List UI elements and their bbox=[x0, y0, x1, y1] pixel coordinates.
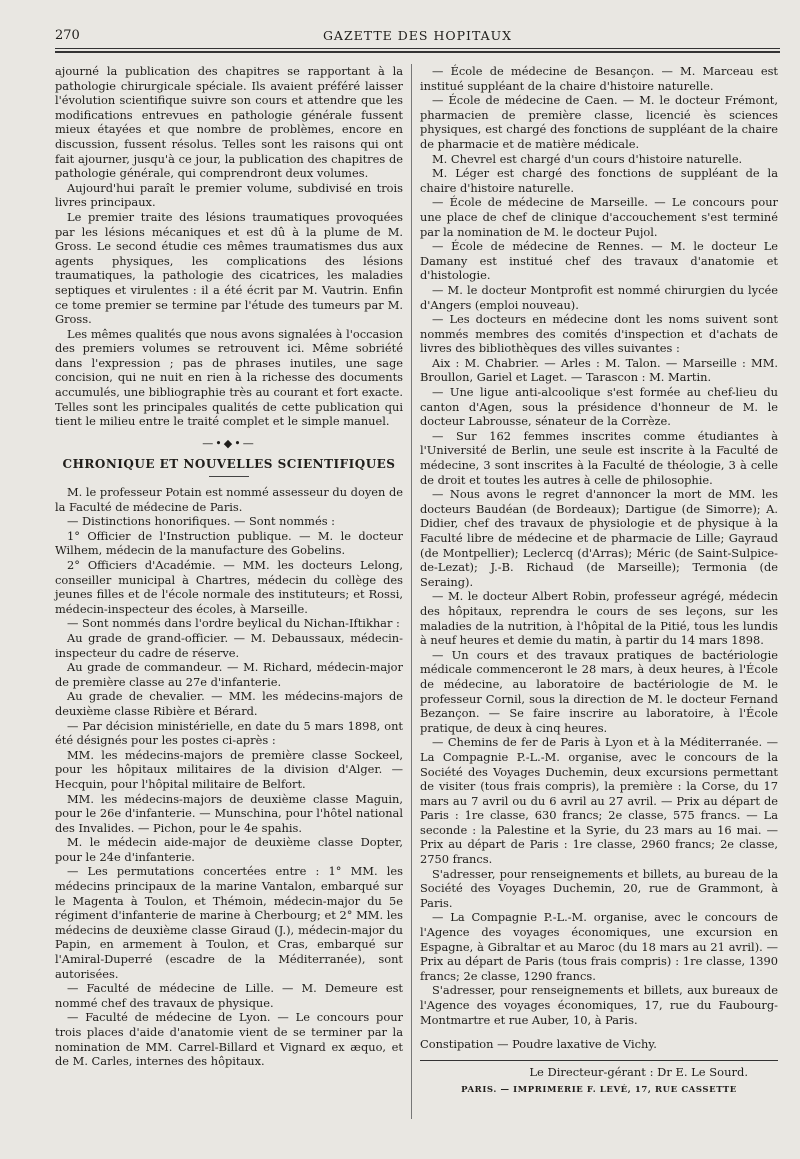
paragraph: — Une ligue anti-alcoolique s'est formée au chef-lieu du canton d'Agen, sous la présidence d'honneur de M. le docteur Labrousse, sénateur de la Corrèze. bbox=[420, 385, 778, 429]
paragraph: ajourné la publication des chapitres se rapportant à la pathologie chirurgicale spéciale. Ils avaient préféré laisser l'évolution scientifique suivre son cours et attendre que les modifications entrevues en pathologie générale fussent mieux étayées et que nombre de problèmes, encore en discussion, fussent résolus. Telles sont les raisons qui ont fait ajourner, jusqu'à ce jour, la publication des chapitres de pathologie générale, qui comprendront deux volumes. bbox=[55, 64, 403, 181]
paragraph: — Un cours et des travaux pratiques de bactériologie médicale commenceront le 28 mars, à deux heures, à l'École de médecine, au laboratoire de bactériologie de M. le professeur Cornil, sous la direction de M. le docteur Fernand Bezançon. — Se faire inscrire au laboratoire, à l'École pratique, de deux à cinq heures. bbox=[420, 647, 778, 735]
paragraph: — Chemins de fer de Paris à Lyon et à la Méditerranée. — La Compagnie P.-L.-M. organise, avec le concours de la Société des Voyages Duchemin, deux excursions permettant de visiter (tous frais compris), la première : la Corse, du 17 mars au 7 avril ou du 6 avril au 27 avril. — Prix au départ de Paris : 1re classe, 630 francs; 2e classe, 575 francs. — La seconde : la Palestine et la Syrie, du 23 mars au 16 mai. — Prix au départ de Paris : 1re classe, 2960 francs; 2e classe, 2750 francs. bbox=[420, 735, 778, 867]
paragraph: Le premier traite des lésions traumatiques provoquées par les lésions mécaniques et est dû à la plume de M. Gross. Le second étudie ces mêmes traumatismes dus aux agents physiques, les complications des lésions traumatiques, la pathologie des cicatrices, les maladies septiques et virulentes : il a été écrit par M. Vautrin. Enfin ce tome premier se termine par l'étude des tumeurs par M. Gross. bbox=[55, 209, 403, 327]
paragraph: M. le professeur Potain est nommé assesseur du doyen de la Faculté de médecine de Paris. bbox=[55, 485, 403, 514]
paragraph: Aix : M. Chabrier. — Arles : M. Talon. — Marseille : MM. Broullon, Gariel et Laget. — Tarascon : M. Martin. bbox=[420, 355, 778, 385]
section-title: CHRONIQUE ET NOUVELLES SCIENTIFIQUES bbox=[62, 457, 396, 472]
paragraph: — La Compagnie P.-L.-M. organise, avec le concours de l'Agence des voyages économiques, une excursion en Espagne, à Gibraltar et au Maroc (du 18 mars au 21 avril). — Prix au départ de Paris (tous frais compris) : 1re classe, 1390 francs; 2e classe, 1290 francs. bbox=[420, 910, 778, 983]
paragraph: — Nous avons le regret d'annoncer la mort de MM. les docteurs Baudéan (de Bordeaux); Dartigue (de Simorre); A. Didier, chef des travaux de physiologie et de physique à la Faculté libre de médecine et de pharmacie de Lille; Gayraud (de Montpellier); Leclercq (d'Arras); Méric (de Saint-Sulpice-de-Lezat); J.-B. Richaud (de Marseille); Termonia (de Seraing). bbox=[420, 487, 778, 589]
spacer bbox=[420, 1027, 778, 1037]
paragraph: Au grade de grand-officier. — M. Debaussaux, médecin-inspecteur du cadre de réserve. bbox=[55, 630, 403, 660]
header-rule bbox=[55, 48, 780, 49]
paragraph: M. le médecin aide-major de deuxième classe Dopter, pour le 24e d'infanterie. bbox=[55, 835, 403, 864]
paragraph: M. Léger est chargé des fonctions de suppléant de la chaire d'histoire naturelle. bbox=[420, 166, 778, 195]
paragraph: — École de médecine de Marseille. — Le concours pour une place de chef de clinique d'accouchement s'est terminé par la nomination de M. le docteur Pujol. bbox=[420, 195, 778, 239]
page-number: 270 bbox=[55, 28, 80, 43]
paragraph: M. Chevrel est chargé d'un cours d'histoire naturelle. bbox=[432, 151, 743, 166]
paragraph: Au grade de commandeur. — M. Richard, médecin-major de première classe au 27e d'infanterie. bbox=[55, 660, 403, 689]
paragraph: 2° Officiers d'Académie. — MM. les docteurs Lelong, conseiller municipal à Chartres, médecin du collège des jeunes filles et de l'école normale des instituteurs; et Rossi, médecin-inspecteur des écoles, à Marseille. bbox=[55, 558, 403, 616]
right-column bbox=[420, 64, 778, 1098]
paragraph: Aujourd'hui paraît le premier volume, subdivisé en trois livres principaux. bbox=[55, 180, 403, 210]
divider bbox=[209, 476, 249, 477]
paragraph: — Faculté de médecine de Lille. — M. Demeure est nommé chef des travaux de physique. bbox=[55, 981, 403, 1010]
director-signature: Le Directeur-gérant : Dr E. Le Sourd. bbox=[529, 1064, 748, 1079]
running-title: GAZETTE DES HOPITAUX bbox=[322, 28, 513, 43]
paragraph: 1° Officier de l'Instruction publique. — M. le docteur Wilhem, médecin de la manufacture des Gobelins. bbox=[55, 528, 403, 558]
paragraph: Au grade de chevalier. — MM. les médecins-majors de deuxième classe Ribière et Bérard. bbox=[55, 689, 403, 718]
paragraph: — M. le docteur Montprofit est nommé chirurgien du lycée d'Angers (emploi nouveau). bbox=[420, 282, 778, 312]
paragraph: — Distinctions honorifiques. — Sont nommés : bbox=[67, 514, 336, 529]
paragraph: — Sur 162 femmes inscrites comme étudiantes à l'Université de Berlin, une seule est inscrite à la Faculté de médecine, 3 sont inscrites à la Faculté de théologie, 3 à celle de droit et toutes les autres à celle de philosophie. bbox=[420, 428, 778, 487]
paragraph: S'adresser, pour renseignements et billets, aux bureaux de l'Agence des voyages économiques, 17, rue du Faubourg-Montmartre et rue Auber, 10, à Paris. bbox=[420, 983, 778, 1027]
paragraph: — École de médecine de Besançon. — M. Marceau est institué suppléant de la chaire d'histoire naturelle. bbox=[420, 64, 778, 93]
paragraph: Les mêmes qualités que nous avons signalées à l'occasion des premiers volumes se retrouvent ici. Même sobriété dans l'expression ; pas de phrases inutiles, une sage concision, qui ne nuit en rien à la richesse des documents accumulés, une bibliographie très au courant et fort exacte. Telles sont les principales qualités de cette publication qui tient le milieu entre le traité complet et le simple manuel. bbox=[55, 326, 403, 429]
paragraph: — Sont nommés dans l'ordre beylical du Nichan-Iftikhar : bbox=[67, 616, 400, 631]
paragraph: — École de médecine de Caen. — M. le docteur Frémont, pharmacien de première classe, licencié ès sciences physiques, est chargé des fonctions de suppléant de la chaire de pharmacie et de matière médicale. bbox=[420, 93, 778, 151]
paragraph: S'adresser, pour renseignements et billets, au bureau de la Société des Voyages Duchemin, 20, rue de Grammont, à Paris. bbox=[420, 866, 778, 910]
paragraph: MM. les médecins-majors de première classe Sockeel, pour les hôpitaux militaires de la division d'Alger. — Hecquin, pour l'hôpital militaire de Belfort. bbox=[55, 747, 403, 791]
paragraph: — Les docteurs en médecine dont les noms suivent sont nommés membres des comités d'inspection et d'achats de livres des bibliothèques des villes suivantes : bbox=[420, 312, 778, 356]
paragraph: — École de médecine de Rennes. — M. le docteur Le Damany est institué chef des travaux d'anatomie et d'histologie. bbox=[420, 239, 778, 283]
header-rule-thick bbox=[55, 51, 780, 53]
divider bbox=[420, 1060, 778, 1061]
paragraph: — Les permutations concertées entre : 1° MM. les médecins principaux de la marine Vantalon, embarqué sur le Magenta à Toulon, et Thémoin, médecin-major du 5e régiment d'infanterie de marine à Cherbourg; et 2° MM. les médecins de deuxième classe Giraud (J.), médecin-major du Papin, en armement à Toulon, et Cras, embarqué sur l'Amiral-Duperré (escadre de la Méditerranée), sont autorisées. bbox=[55, 864, 403, 981]
advertisement-line: Constipation — Poudre laxative de Vichy. bbox=[420, 1037, 657, 1052]
paragraph: — Par décision ministérielle, en date du 5 mars 1898, ont été désignés pour les postes ci-après : bbox=[55, 718, 403, 748]
paragraph: — Faculté de médecine de Lyon. — Le concours pour trois places d'aide d'anatomie vient de se terminer par la nomination de MM. Carrel-Billard et Vignard ex æquo, et de M. Carles, internes des hôpitaux. bbox=[55, 1010, 403, 1069]
paragraph: — M. le docteur Albert Robin, professeur agrégé, médecin des hôpitaux, reprendra le cours de ses leçons, sur les maladies de la nutrition, à l'hôpital de la Pitié, tous les lundis à neuf heures et demie du matin, à partir du 14 mars 1898. bbox=[420, 589, 778, 648]
page-header bbox=[55, 28, 780, 48]
ornament: —•◆•— bbox=[202, 436, 256, 450]
left-column bbox=[55, 64, 403, 1069]
column-divider bbox=[411, 64, 412, 1119]
paragraph: MM. les médecins-majors de deuxième classe Maguin, pour le 26e d'infanterie. — Munschina, pour l'hôtel national des Invalides. — Pichon, pour le 4e spahis. bbox=[55, 791, 403, 835]
printer-imprint: PARIS. — IMPRIMERIE F. LEVÉ, 17, RUE CASSETTE bbox=[461, 1085, 737, 1096]
